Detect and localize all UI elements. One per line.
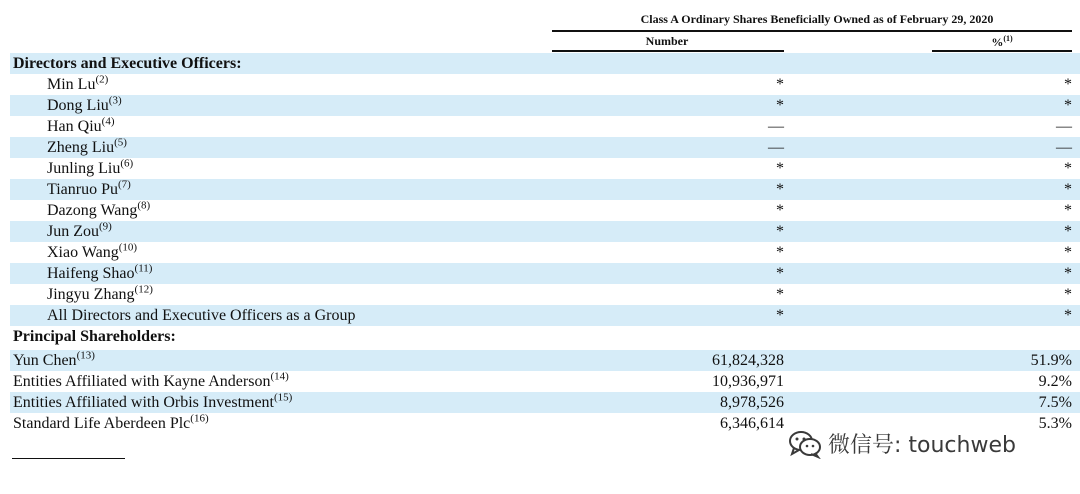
table-row: [10, 263, 1080, 284]
row-percent: 51.9%: [1030, 352, 1072, 369]
row-name-text: Tianruo Pu: [47, 181, 118, 198]
row-name-text: All Directors and Executive Officers as a Group: [47, 307, 356, 324]
section-row-principals: [10, 326, 1080, 347]
row-footnote: (15): [274, 391, 293, 404]
row-name-text: Jingyu Zhang: [47, 286, 135, 303]
row-footnote: (3): [108, 94, 122, 107]
row-percent: *: [1064, 160, 1072, 177]
row-name: [47, 96, 122, 116]
watermark: [788, 428, 1016, 459]
header-rule-percent: [932, 50, 1072, 52]
table-row: [10, 74, 1080, 95]
table-row: [10, 284, 1080, 305]
table-row: [10, 221, 1080, 242]
row-name-text: Standard Life Aberdeen Plc: [13, 415, 191, 432]
row-number: *: [776, 244, 784, 261]
header-rule-number: [552, 50, 784, 52]
row-number: —: [768, 118, 784, 135]
row-number: *: [776, 265, 784, 282]
row-footnote: (6): [120, 157, 134, 170]
table-header-title: Class A Ordinary Shares Beneficially Owned as of February 29, 2020: [640, 12, 994, 26]
table-row: [10, 158, 1080, 179]
row-percent: *: [1064, 202, 1072, 219]
column-header-number-label: Number: [645, 34, 689, 48]
row-percent: *: [1064, 286, 1072, 303]
row-number: *: [776, 97, 784, 114]
row-name: [47, 285, 153, 305]
row-percent: 7.5%: [1038, 394, 1072, 411]
row-percent: —: [1056, 139, 1072, 156]
row-percent: 9.2%: [1038, 373, 1072, 390]
column-header-number: [552, 34, 782, 49]
row-name: [13, 393, 292, 413]
row-footnote: (9): [99, 220, 112, 233]
watermark-text: 微信号: touchweb: [828, 433, 1016, 458]
row-footnote: (2): [95, 73, 109, 86]
table-row: [10, 242, 1080, 263]
table-row: [10, 305, 1080, 326]
column-header-percent-label: %: [991, 35, 1004, 49]
table-row: [10, 371, 1080, 392]
row-number: 6,346,614: [720, 415, 784, 432]
row-name-text: Haifeng Shao: [47, 265, 135, 282]
table-row: [10, 95, 1080, 116]
table-row: [10, 179, 1080, 200]
row-name-text: Dong Liu: [47, 97, 109, 114]
row-name: [47, 180, 131, 200]
row-name-text: Yun Chen: [13, 352, 77, 369]
row-name: [13, 351, 95, 371]
row-name: [47, 264, 152, 284]
row-percent: *: [1064, 76, 1072, 93]
row-percent: *: [1064, 97, 1072, 114]
row-name-text: Min Lu: [47, 76, 96, 93]
row-percent: *: [1064, 244, 1072, 261]
row-percent: *: [1064, 307, 1072, 324]
row-number: *: [776, 181, 784, 198]
row-percent: —: [1056, 118, 1072, 135]
row-footnote: (4): [101, 115, 115, 128]
row-number: 10,936,971: [712, 373, 784, 390]
row-name-text: Entities Affiliated with Kayne Anderson: [13, 373, 271, 390]
row-percent: *: [1064, 265, 1072, 282]
row-number: 61,824,328: [712, 352, 784, 369]
wechat-icon: [788, 429, 822, 459]
row-footnote: (13): [76, 349, 95, 362]
row-footnote: (14): [270, 370, 289, 383]
table-row: [10, 116, 1080, 137]
row-name-text: Junling Liu: [47, 160, 121, 177]
row-name: [47, 138, 127, 158]
row-name-text: Xiao Wang: [47, 244, 119, 261]
section-title-directors: Directors and Executive Officers:: [13, 55, 242, 72]
row-name: [13, 372, 289, 392]
row-footnote: (10): [118, 241, 138, 254]
row-footnote: (5): [114, 136, 127, 149]
section-title-principals: Principal Shareholders:: [13, 328, 176, 345]
row-name: [47, 306, 355, 326]
row-footnote: (7): [117, 178, 131, 191]
row-name-text: Entities Affiliated with Orbis Investment: [13, 394, 274, 411]
row-footnote: (12): [134, 283, 153, 296]
row-number: *: [776, 160, 784, 177]
row-number: 8,978,526: [720, 394, 784, 411]
row-number: —: [768, 139, 784, 156]
row-name: [47, 75, 108, 95]
row-name-text: Han Qiu: [47, 118, 102, 135]
row-footnote: (8): [137, 199, 151, 212]
row-name-text: Zheng Liu: [47, 139, 115, 156]
row-name: [13, 414, 209, 434]
row-name-text: Jun Zou: [47, 223, 99, 240]
row-name-text: Dazong Wang: [47, 202, 138, 219]
column-header-percent: [932, 34, 1072, 50]
row-percent: 5.3%: [1038, 415, 1072, 432]
table-row: [10, 137, 1080, 158]
row-name: [47, 201, 150, 221]
header-rule-top: [552, 30, 1072, 32]
row-name: [47, 117, 114, 137]
footnote-divider: [12, 458, 125, 459]
section-row-directors: [10, 53, 1080, 74]
row-percent: *: [1064, 223, 1072, 240]
row-name: [47, 222, 112, 242]
table-row: [10, 200, 1080, 221]
row-number: *: [776, 286, 784, 303]
table-row: [10, 392, 1080, 413]
row-number: *: [776, 223, 784, 240]
row-number: *: [776, 202, 784, 219]
row-footnote: (11): [134, 262, 153, 275]
row-name: [47, 243, 137, 263]
column-header-percent-note: (1): [1003, 34, 1013, 43]
row-percent: *: [1064, 181, 1072, 198]
table-row: [10, 350, 1080, 371]
row-number: *: [776, 307, 784, 324]
row-footnote: (16): [190, 412, 209, 425]
row-name: [47, 159, 133, 179]
row-number: *: [776, 76, 784, 93]
